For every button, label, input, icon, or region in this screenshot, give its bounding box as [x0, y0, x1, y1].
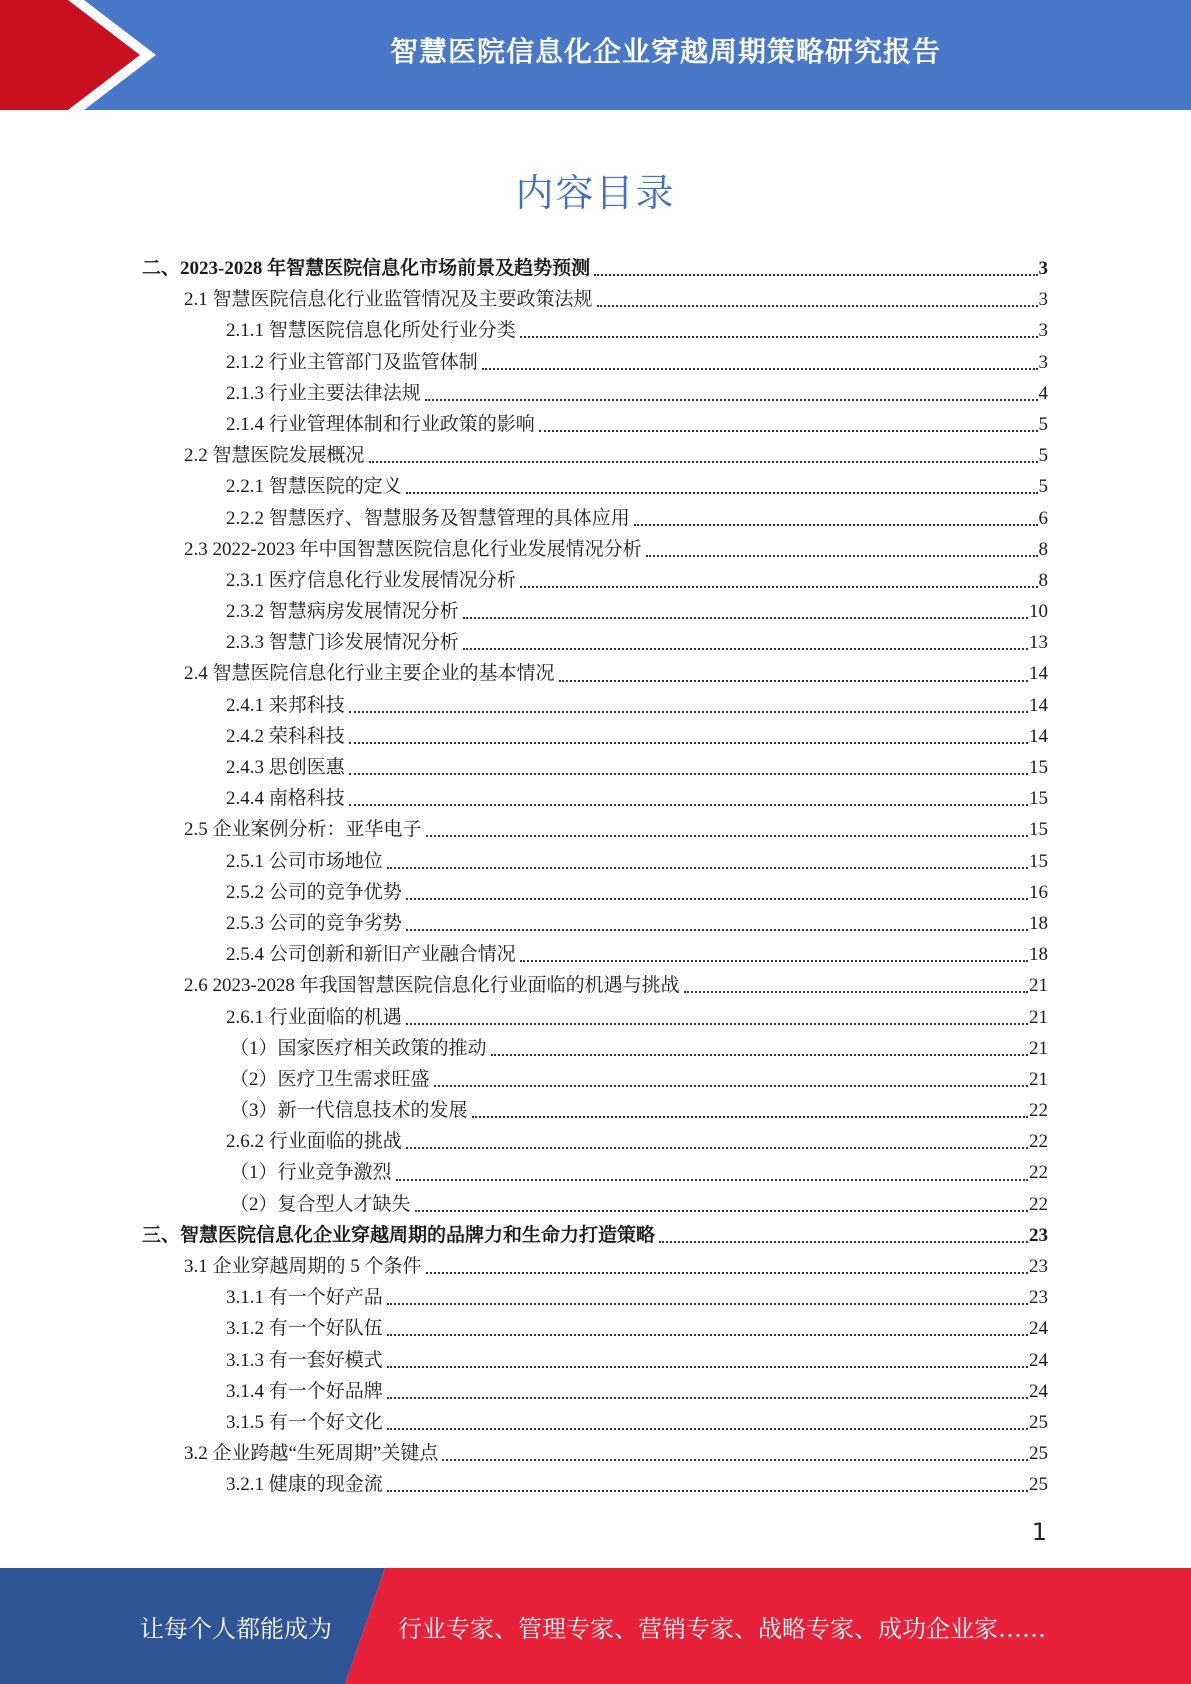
toc-entry-page: 3	[1038, 289, 1048, 311]
toc-entry[interactable]	[142, 284, 1048, 315]
toc-leader-dots	[387, 866, 1028, 869]
toc-entry-label: 2.1.1 智慧医院信息化所处行业分类	[226, 320, 516, 342]
toc-leader-dots	[684, 990, 1028, 993]
toc-leader-dots	[387, 1302, 1028, 1305]
page-number: 1	[1031, 1518, 1047, 1546]
toc-entry-page: 8	[1038, 569, 1048, 591]
toc-leader-dots	[415, 1209, 1028, 1212]
toc-entry-label: 2.5.1 公司市场地位	[226, 850, 383, 872]
toc-leader-dots	[539, 429, 1038, 432]
toc-entry[interactable]	[142, 1126, 1048, 1157]
toc-entry-label: 2.4.1 来邦科技	[226, 694, 345, 716]
toc-entry-page: 14	[1029, 725, 1048, 747]
toc-entry[interactable]	[142, 1189, 1048, 1220]
toc-leader-dots	[463, 647, 1028, 650]
toc-leader-dots	[520, 959, 1028, 962]
toc-entry[interactable]	[142, 1251, 1048, 1282]
toc-entry-label: 2.1 智慧医院信息化行业监管情况及主要政策法规	[184, 289, 593, 311]
toc-entry-page: 25	[1029, 1474, 1048, 1496]
toc-entry-page: 3	[1038, 258, 1048, 279]
toc-entry-page: 21	[1029, 1006, 1048, 1028]
toc-entry[interactable]	[142, 1157, 1048, 1188]
toc-entry[interactable]	[142, 409, 1048, 440]
footer-slogan-right: 行业专家、管理专家、营销专家、战略专家、成功企业家……	[398, 1614, 1046, 1643]
toc-entry[interactable]	[142, 1064, 1048, 1095]
toc-leader-dots	[387, 1365, 1028, 1368]
toc-leader-dots	[594, 273, 1037, 276]
toc-entry[interactable]	[142, 627, 1048, 658]
toc-entry-label: 2.4.2 荣科科技	[226, 725, 345, 747]
toc-entry-label: 2.2.2 智慧医疗、智慧服务及智慧管理的具体应用	[226, 507, 630, 529]
toc-entry-label: （1）行业竞争激烈	[230, 1162, 392, 1184]
toc-leader-dots	[406, 1022, 1028, 1025]
toc-entry-label: 2.4 智慧医院信息化行业主要企业的基本情况	[184, 663, 555, 685]
toc-entry-label: 2.3.1 医疗信息化行业发展情况分析	[226, 569, 516, 591]
toc-entry-label: 2.1.4 行业管理体制和行业政策的影响	[226, 413, 535, 435]
toc-entry[interactable]	[142, 1407, 1048, 1438]
toc-entry-label: 2.6.2 行业面临的挑战	[226, 1131, 402, 1153]
toc-leader-dots	[387, 1396, 1028, 1399]
toc-leader-dots	[396, 1178, 1028, 1181]
toc-entry-label: 3.1.1 有一个好产品	[226, 1287, 383, 1309]
toc-entry[interactable]	[142, 908, 1048, 939]
toc-entry[interactable]	[142, 752, 1048, 783]
toc-entry-page: 14	[1029, 694, 1048, 716]
toc-entry[interactable]	[142, 534, 1048, 565]
toc-leader-dots	[387, 1489, 1028, 1492]
toc-entry-page: 6	[1038, 507, 1048, 529]
toc-leader-dots	[646, 554, 1038, 557]
toc-entry-page: 16	[1029, 881, 1048, 903]
toc-entry-page: 23	[1029, 1256, 1048, 1277]
toc-entry-label: 3.1.3 有一套好模式	[226, 1349, 383, 1371]
toc-entry-label: 2.1.3 行业主要法律法规	[226, 382, 421, 404]
toc-entry-page: 18	[1029, 912, 1048, 934]
header-banner	[0, 0, 1191, 110]
toc-heading: 内容目录	[515, 171, 676, 215]
toc-entry[interactable]	[142, 1438, 1048, 1469]
toc-entry-page: 25	[1029, 1443, 1048, 1465]
toc-leader-dots	[387, 1427, 1028, 1430]
toc-leader-dots	[597, 304, 1038, 307]
toc-entry-page: 21	[1029, 1037, 1048, 1059]
toc-entry-page: 4	[1038, 382, 1048, 404]
toc-leader-dots	[406, 928, 1028, 931]
toc-entry-label: 3.1 企业穿越周期的 5 个条件	[184, 1256, 422, 1277]
toc-entry[interactable]	[142, 1095, 1048, 1126]
toc-entry-page: 3	[1038, 351, 1048, 373]
toc-entry[interactable]	[142, 1313, 1048, 1344]
footer-banner	[0, 1568, 1191, 1684]
toc-leader-dots	[387, 1333, 1028, 1336]
toc-leader-dots	[434, 1084, 1028, 1087]
toc-entry-label: 2.6.1 行业面临的机遇	[226, 1006, 402, 1028]
toc-entry-label: 3.1.2 有一个好队伍	[226, 1318, 383, 1340]
toc-entry-label: 2.1.2 行业主管部门及监管体制	[226, 351, 478, 373]
toc-entry[interactable]	[142, 315, 1048, 346]
toc-entry-label: 3.2.1 健康的现金流	[226, 1474, 383, 1496]
toc-entry-page: 8	[1038, 538, 1048, 560]
toc-entry[interactable]	[142, 596, 1048, 627]
toc-entry-page: 23	[1029, 1287, 1048, 1309]
toc-entry-page: 5	[1038, 445, 1048, 467]
toc-entry-label: 3.1.4 有一个好品牌	[226, 1380, 383, 1402]
toc-leader-dots	[406, 1146, 1028, 1149]
toc-entry-label: 3.1.5 有一个好文化	[226, 1411, 383, 1433]
toc-entry-label: 三、智慧医院信息化企业穿越周期的品牌力和生命力打造策略	[142, 1224, 656, 1246]
toc-entry-page: 10	[1029, 601, 1048, 623]
toc-entry-label: 2.2.1 智慧医院的定义	[226, 476, 402, 498]
toc-leader-dots	[491, 1053, 1028, 1056]
toc-entry-label: （3）新一代信息技术的发展	[230, 1100, 468, 1122]
toc-entry-page: 13	[1029, 632, 1048, 654]
toc-entry[interactable]	[142, 1345, 1048, 1376]
footer-slogan-left: 让每个人都能成为	[140, 1614, 332, 1643]
toc-entry[interactable]	[142, 347, 1048, 378]
toc-entry-page: 15	[1029, 819, 1048, 841]
toc-entry-label: （2）复合型人才缺失	[230, 1193, 411, 1215]
toc-entry[interactable]	[142, 877, 1048, 908]
toc-entry[interactable]	[142, 471, 1048, 502]
toc-entry-page: 3	[1038, 320, 1048, 342]
toc-entry-label: 2.5.4 公司创新和新旧产业融合情况	[226, 944, 516, 966]
toc-entry-page: 15	[1029, 850, 1048, 872]
toc-leader-dots	[426, 834, 1028, 837]
toc-leader-dots	[369, 460, 1038, 463]
toc-leader-dots	[520, 585, 1038, 588]
toc-entry-page: 15	[1029, 757, 1048, 778]
toc-leader-dots	[406, 897, 1028, 900]
toc-entry-page: 5	[1038, 413, 1048, 435]
toc-entry-label: 2.4.4 南格科技	[226, 788, 345, 810]
toc-entry-page: 22	[1029, 1162, 1048, 1184]
table-of-contents	[142, 253, 1048, 1501]
toc-entry-page: 22	[1029, 1131, 1048, 1153]
toc-leader-dots	[659, 1240, 1028, 1243]
toc-entry-label: 二、2023-2028 年智慧医院信息化市场前景及趋势预测	[142, 258, 591, 279]
toc-leader-dots	[482, 367, 1038, 370]
toc-entry-page: 24	[1029, 1380, 1048, 1402]
toc-entry-label: 2.3 2022-2023 年中国智慧医院信息化行业发展情况分析	[184, 538, 642, 560]
toc-entry-label: 2.5 企业案例分析：亚华电子	[184, 819, 422, 841]
toc-leader-dots	[463, 616, 1028, 619]
toc-entry[interactable]	[142, 1282, 1048, 1313]
toc-entry[interactable]	[142, 440, 1048, 471]
toc-entry-page: 15	[1029, 788, 1048, 810]
toc-entry-page: 23	[1029, 1224, 1048, 1246]
toc-entry-label: 3.2 企业跨越“生死周期”关键点	[184, 1443, 439, 1465]
toc-entry-label: 2.3.3 智慧门诊发展情况分析	[226, 632, 459, 654]
toc-leader-dots	[472, 1115, 1028, 1118]
toc-leader-dots	[559, 679, 1028, 682]
toc-entry[interactable]	[142, 783, 1048, 814]
toc-entry[interactable]	[142, 503, 1048, 534]
toc-entry[interactable]	[142, 846, 1048, 877]
toc-leader-dots	[634, 523, 1038, 526]
toc-entry-page: 25	[1029, 1411, 1048, 1433]
toc-entry[interactable]	[142, 565, 1048, 596]
toc-entry[interactable]	[142, 658, 1048, 689]
toc-leader-dots	[406, 491, 1038, 494]
toc-entry-page: 24	[1029, 1349, 1048, 1371]
toc-leader-dots	[349, 710, 1028, 713]
toc-entry-page: 21	[1029, 975, 1048, 997]
toc-entry[interactable]	[142, 690, 1048, 721]
toc-entry[interactable]	[142, 1376, 1048, 1407]
toc-entry[interactable]	[142, 814, 1048, 845]
toc-entry-page: 22	[1029, 1100, 1048, 1122]
toc-entry-label: （2）医疗卫生需求旺盛	[230, 1068, 430, 1090]
toc-entry[interactable]	[142, 1469, 1048, 1500]
toc-leader-dots	[349, 803, 1028, 806]
toc-leader-dots	[425, 398, 1038, 401]
toc-entry-label: 2.5.2 公司的竞争优势	[226, 881, 402, 903]
toc-entry-page: 21	[1029, 1068, 1048, 1090]
toc-entry-page: 18	[1029, 944, 1048, 966]
toc-leader-dots	[520, 335, 1038, 338]
toc-entry[interactable]	[142, 253, 1048, 284]
toc-entry[interactable]	[142, 939, 1048, 970]
toc-entry[interactable]	[142, 1220, 1048, 1251]
toc-entry-label: （1）国家医疗相关政策的推动	[230, 1037, 487, 1059]
toc-entry-page: 5	[1038, 476, 1048, 498]
toc-entry-label: 2.3.2 智慧病房发展情况分析	[226, 601, 459, 623]
toc-entry-label: 2.4.3 思创医惠	[226, 757, 345, 778]
toc-entry-label: 2.2 智慧医院发展概况	[184, 445, 365, 467]
report-title: 智慧医院信息化企业穿越周期策略研究报告	[389, 35, 941, 68]
toc-entry-page: 24	[1029, 1318, 1048, 1340]
toc-entry[interactable]	[142, 970, 1048, 1001]
toc-entry-page: 14	[1029, 663, 1048, 685]
toc-entry[interactable]	[142, 378, 1048, 409]
toc-entry-page: 22	[1029, 1193, 1048, 1215]
toc-entry[interactable]	[142, 1002, 1048, 1033]
toc-leader-dots	[349, 772, 1028, 775]
toc-leader-dots	[442, 1458, 1028, 1461]
toc-leader-dots	[349, 741, 1028, 744]
toc-leader-dots	[426, 1271, 1028, 1274]
toc-entry[interactable]	[142, 1033, 1048, 1064]
toc-entry-label: 2.6 2023-2028 年我国智慧医院信息化行业面临的机遇与挑战	[184, 975, 680, 997]
toc-entry-label: 2.5.3 公司的竞争劣势	[226, 912, 402, 934]
toc-entry[interactable]	[142, 721, 1048, 752]
